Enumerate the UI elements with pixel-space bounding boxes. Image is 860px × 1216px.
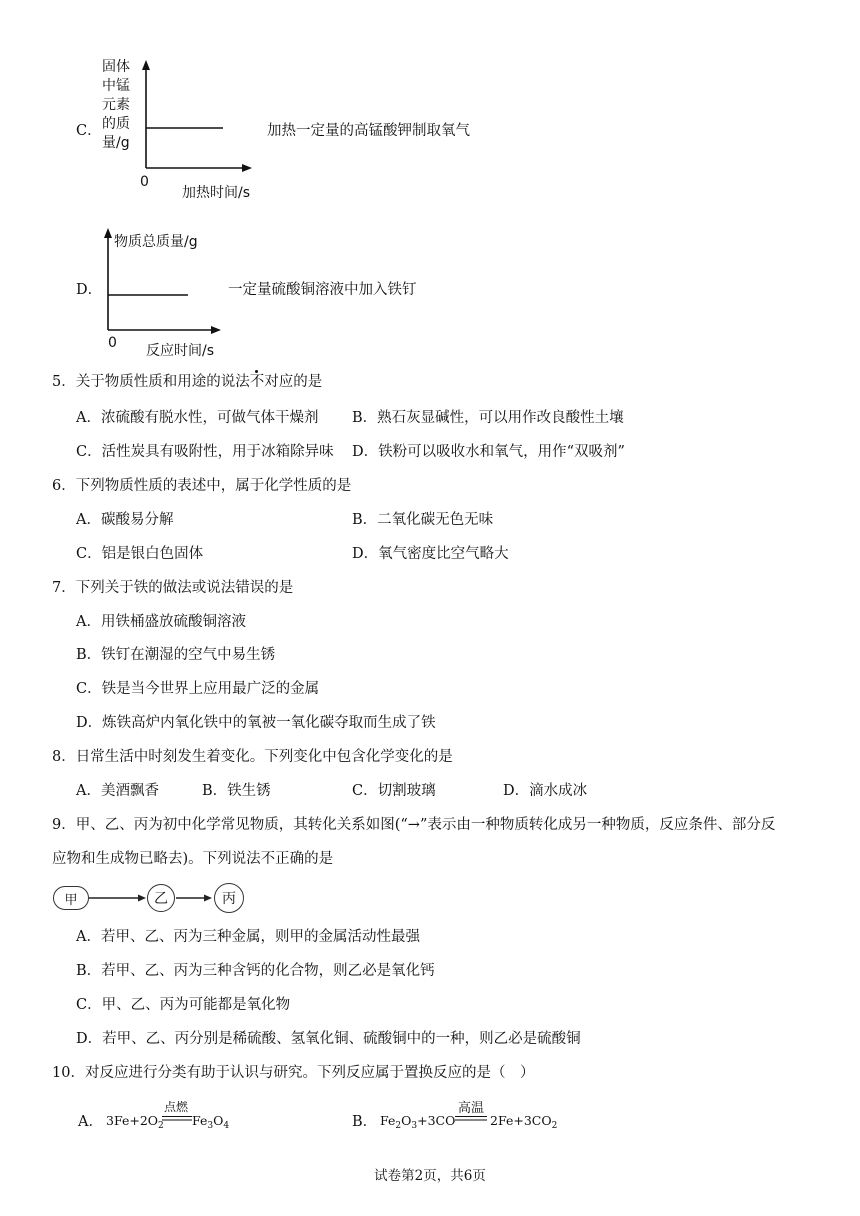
graph-c-xlabel: 加热时间/s bbox=[182, 185, 251, 201]
q8-option-c: C．切割玻璃 bbox=[352, 783, 436, 799]
question-6-stem: 6．下列物质性质的表述中，属于化学性质的是 bbox=[52, 478, 352, 494]
q10-option-a-condition: 点燃 bbox=[164, 1100, 189, 1114]
q10-option-b-condition: 高温 bbox=[458, 1101, 485, 1116]
q10-option-a bbox=[78, 1098, 278, 1138]
q9-option-b: B．若甲、乙、丙为三种含钙的化合物，则乙必是氧化钙 bbox=[76, 963, 435, 979]
q10-option-b-equation-right: $2Fe+3CO_2$ bbox=[490, 1113, 558, 1131]
q10-option-a-equals bbox=[162, 1115, 192, 1123]
question-9-stem-line2: 应物和生成物已略去)。下列说法不正确的是 bbox=[52, 851, 334, 867]
q7-option-a: A．用铁桶盛放硫酸铜溶液 bbox=[76, 614, 246, 630]
q9-option-c: C．甲、乙、丙为可能都是氧化物 bbox=[76, 997, 291, 1013]
q8-option-a: A．美酒飘香 bbox=[76, 783, 159, 799]
graph-d-xlabel: 反应时间/s bbox=[146, 343, 215, 359]
q6-option-c: C．铝是银白色固体 bbox=[76, 546, 204, 562]
q10-option-b-letter: B． bbox=[352, 1114, 378, 1130]
q10-option-a-equation-right: $Fe_3O_4$ bbox=[192, 1113, 230, 1131]
question-10-stem: 10．对反应进行分类有助于认识与研究。下列反应属于置换反应的是（ ） bbox=[52, 1065, 535, 1081]
option-d-letter: D． bbox=[76, 282, 103, 298]
q8-option-b: B．铁生锈 bbox=[202, 783, 271, 799]
graph-c-axes bbox=[135, 60, 255, 180]
node-jia: 甲 bbox=[53, 886, 89, 910]
q5-option-b: B．熟石灰显碱性，可以用作改良酸性土壤 bbox=[352, 410, 624, 426]
q5-option-a: A．浓硫酸有脱水性，可做气体干燥剂 bbox=[76, 410, 319, 426]
q9-option-d: D．若甲、乙、丙分别是稀硫酸、氢氧化铜、硫酸铜中的一种，则乙必是硫酸铜 bbox=[76, 1031, 581, 1047]
question-7-stem: 7．下列关于铁的做法或说法错误的是 bbox=[52, 580, 294, 596]
q8-option-d: D．滴水成冰 bbox=[503, 783, 588, 799]
question-9-stem-line1: 9．甲、乙、丙为初中化学常见物质，其转化关系如图(“→”表示由一种物质转化成另一种物质，反应条件、部分反 bbox=[52, 817, 776, 833]
option-c-letter: C． bbox=[76, 123, 102, 139]
node-bing: 丙 bbox=[214, 883, 244, 913]
q10-option-a-letter: A． bbox=[78, 1114, 103, 1130]
node-yi: 乙 bbox=[147, 884, 175, 912]
q6-option-a: A．碳酸易分解 bbox=[76, 512, 174, 528]
q5-option-c: C．活性炭具有吸附性，用于冰箱除异味 bbox=[76, 444, 334, 460]
q6-option-b: B．二氧化碳无色无味 bbox=[352, 512, 494, 528]
q9-transformation-diagram bbox=[52, 882, 252, 914]
page-footer: 试卷第2页，共6页 bbox=[374, 1168, 486, 1184]
question-8-stem: 8．日常生活中时刻发生着变化。下列变化中包含化学变化的是 bbox=[52, 749, 453, 765]
graph-c-origin: 0 bbox=[140, 174, 149, 190]
graph-d-ylabel: 物质总质量/g bbox=[114, 234, 198, 250]
q6-option-d: D．氧气密度比空气略大 bbox=[352, 546, 509, 562]
question-5-stem: 5．关于物质性质和用途的说法不对应的是 bbox=[52, 374, 323, 390]
graph-d-origin: 0 bbox=[108, 335, 117, 351]
option-d-description: 一定量硫酸铜溶液中加入铁钉 bbox=[228, 282, 417, 298]
q10-option-b-equation-left: $Fe_2O_3+3CO$ bbox=[380, 1113, 456, 1131]
q7-option-b: B．铁钉在潮湿的空气中易生锈 bbox=[76, 647, 276, 663]
graph-c-ylabel: 固体 中锰 元素 的质 量/g bbox=[102, 59, 130, 151]
q5-option-d: D．铁粉可以吸收水和氧气，用作“双吸剂” bbox=[352, 444, 625, 460]
q7-option-c: C．铁是当今世界上应用最广泛的金属 bbox=[76, 681, 320, 697]
q7-option-d: D．炼铁高炉内氧化铁中的氧被一氧化碳夺取而生成了铁 bbox=[76, 715, 436, 731]
q9-option-a: A．若甲、乙、丙为三种金属，则甲的金属活动性最强 bbox=[76, 929, 420, 945]
q10-option-b bbox=[352, 1098, 592, 1138]
q10-option-b-equals bbox=[455, 1115, 487, 1123]
option-c-description: 加热一定量的高锰酸钾制取氧气 bbox=[267, 123, 470, 139]
q10-option-a-equation-left: $3Fe+2O_2$ bbox=[106, 1113, 164, 1131]
